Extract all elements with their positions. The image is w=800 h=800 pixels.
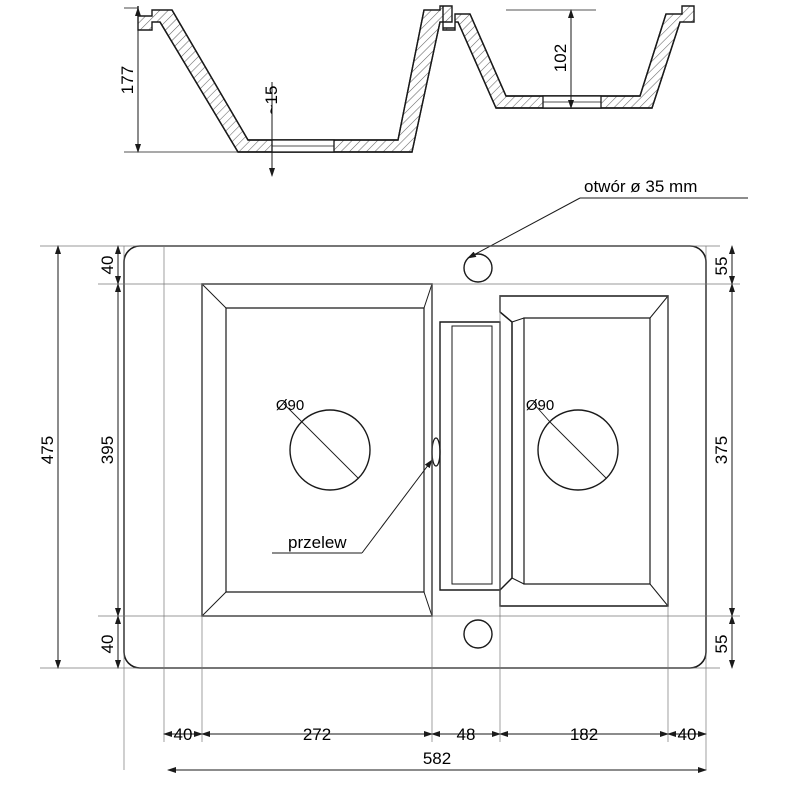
vertical-dimensions-right [712,246,732,668]
dim-label-bottom-margin: 40 [98,634,117,654]
dim-label-bottom-margin-right: 55 [712,634,731,654]
overflow-slot [432,438,440,466]
dim-label-bowl-height-right: 375 [712,435,731,465]
bowl-divider [432,322,500,590]
dimension-label-depth-right: 102 [551,43,570,73]
cross-section-view [118,6,694,176]
top-view [38,177,748,770]
left-bowl [202,284,432,616]
horizontal-dimensions [164,725,706,770]
dimension-15 [262,82,281,176]
dim-label-overall-height: 475 [38,435,57,465]
dimension-102 [506,10,596,108]
dimension-label-depth-left: 177 [118,65,137,95]
extension-lines [40,246,740,770]
dim-label-top-margin: 40 [98,255,117,275]
tap-hole-label: otwór ø 35 mm [584,177,698,196]
section-left-bowl [138,6,452,152]
dim-label-divider-width: 48 [456,725,476,744]
dim-label-main-bowl-width: 272 [302,725,332,744]
dimension-label-wall-thickness: ~15 [262,85,281,115]
dim-label-right-margin: 40 [677,725,697,744]
right-bowl [500,296,668,606]
tap-hole-bottom [464,620,492,648]
sink-outer-outline [124,246,706,668]
dim-label-top-margin-right: 55 [712,256,731,276]
vertical-dimensions-left [38,246,118,668]
drain-left-label: Ø90 [275,397,305,414]
dim-label-left-margin: 40 [173,725,193,744]
overflow-label: przelew [288,533,347,552]
dim-label-overall-width: 582 [422,749,452,768]
annotation-overflow [272,460,432,553]
dim-label-bowl-height: 395 [98,435,117,465]
drain-right-label: Ø90 [525,397,555,414]
dim-label-second-bowl-width: 182 [569,725,599,744]
